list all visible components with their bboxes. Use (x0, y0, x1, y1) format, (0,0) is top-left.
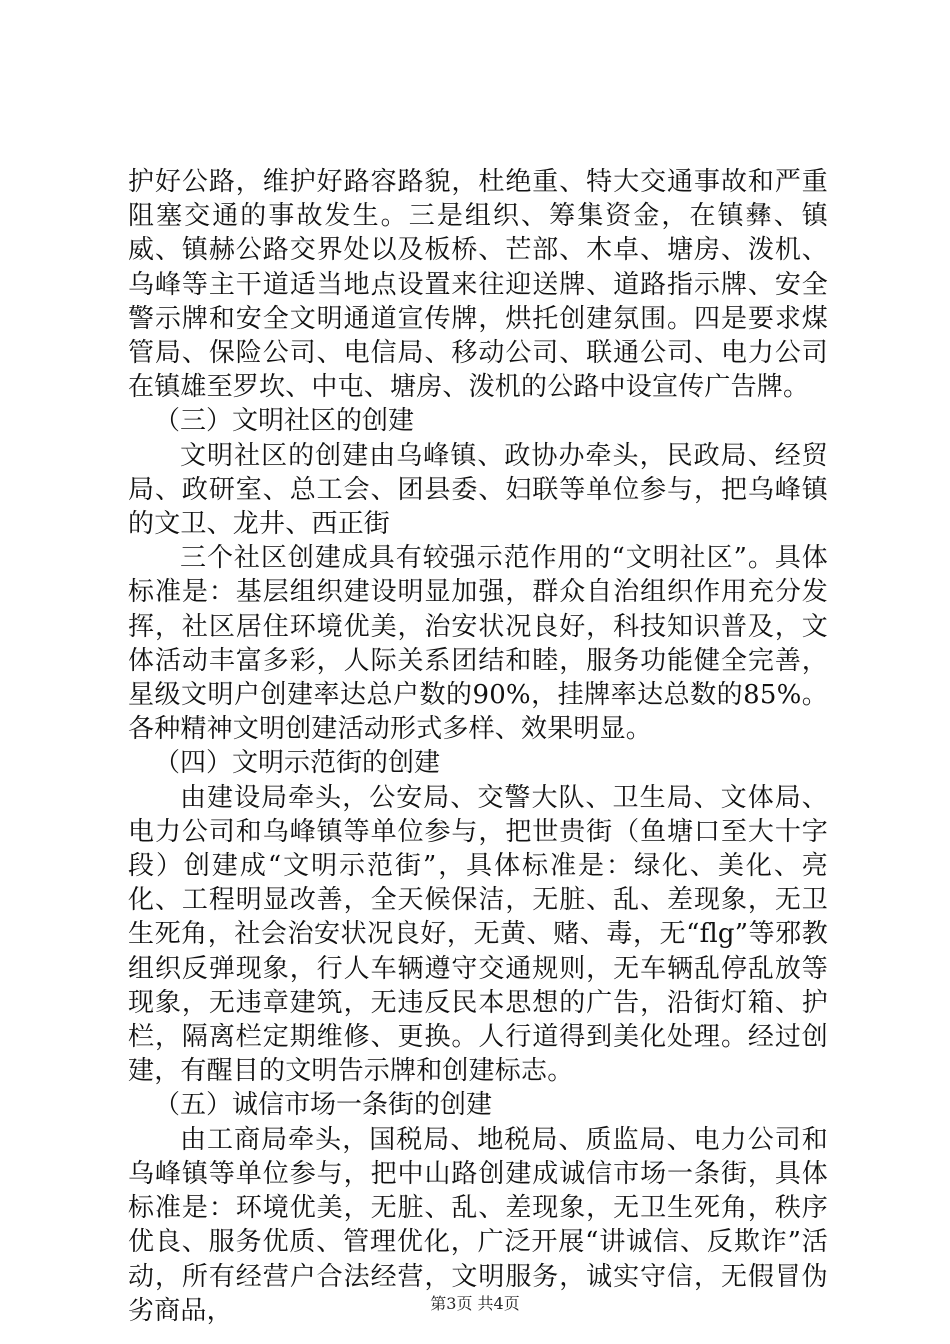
document-body (128, 165, 828, 1328)
paragraph-5: 由工商局牵头，国税局、地税局、质监局、电力公司和乌峰镇等单位参与，把中山路创建成诚信市场一条街，具体标准是：环境优美，无脏、乱、差现象，无卫生死角，秩序优良、服务优质、管理优化，广泛开展“讲诚信、反欺诈”活动，所有经营户合法经营，文明服务，诚实守信，无假冒伪劣商品， (128, 1124, 828, 1326)
section-heading-5: （五）诚信市场一条街的创建 (154, 1090, 493, 1121)
paragraph-4: 由建设局牵头，公安局、交警大队、卫生局、文体局、电力公司和乌峰镇等单位参与，把世贵街（鱼塘口至大十字段）创建成“文明示范街”，具体标准是：绿化、美化、亮化、工程明显改善，全天候保洁，无脏、乱、差现象，无卫生死角，社会治安状况良好，无黄、赌、毒，无“flg”等邪教组织反弹现象，行人车辆遵守交通规则，无车辆乱停乱放等现象，无违章建筑，无违反民本思想的广告，沿街灯箱、护栏，隔离栏定期维修、更换。人行道得到美化处理。经过创建，有醒目的文明告示牌和创建标志。 (128, 782, 828, 1087)
paragraph-1: 护好公路，维护好路容路貌，杜绝重、特大交通事故和严重阻塞交通的事故发生。三是组织、筹集资金，在镇彝、镇威、镇赫公路交界处以及板桥、芒部、木卓、塘房、泼机、乌峰等主干道适当地点设置来往迎送牌、道路指示牌、安全警示牌和安全文明通道宣传牌，烘托创建氛围。四是要求煤管局、保险公司、电信局、移动公司、联通公司、电力公司在镇雄至罗坎、中屯、塘房、泼机的公路中设宣传广告牌。 (128, 167, 828, 403)
section-heading-4: （四）文明示范街的创建 (154, 748, 441, 779)
paragraph-2: 文明社区的创建由乌峰镇、政协办牵头，民政局、经贸局、政研室、总工会、团县委、妇联等单位参与，把乌峰镇的文卫、龙井、西正街 (128, 440, 828, 540)
section-heading-3: （三）文明社区的创建 (154, 406, 415, 437)
paragraph-3: 三个社区创建成具有较强示范作用的“文明社区”。具体标准是：基层组织建设明显加强，群众自治组织作用充分发挥，社区居住环境优美，治安状况良好，科技知识普及，文体活动丰富多彩，人际关系团结和睦，服务功能健全完善，星级文明户创建率达总户数的90%，挂牌率达总数的85%。各种精神文明创建活动形式多样、效果明显。 (128, 543, 828, 745)
page-footer: 第3页 共4页 (430, 1294, 520, 1313)
